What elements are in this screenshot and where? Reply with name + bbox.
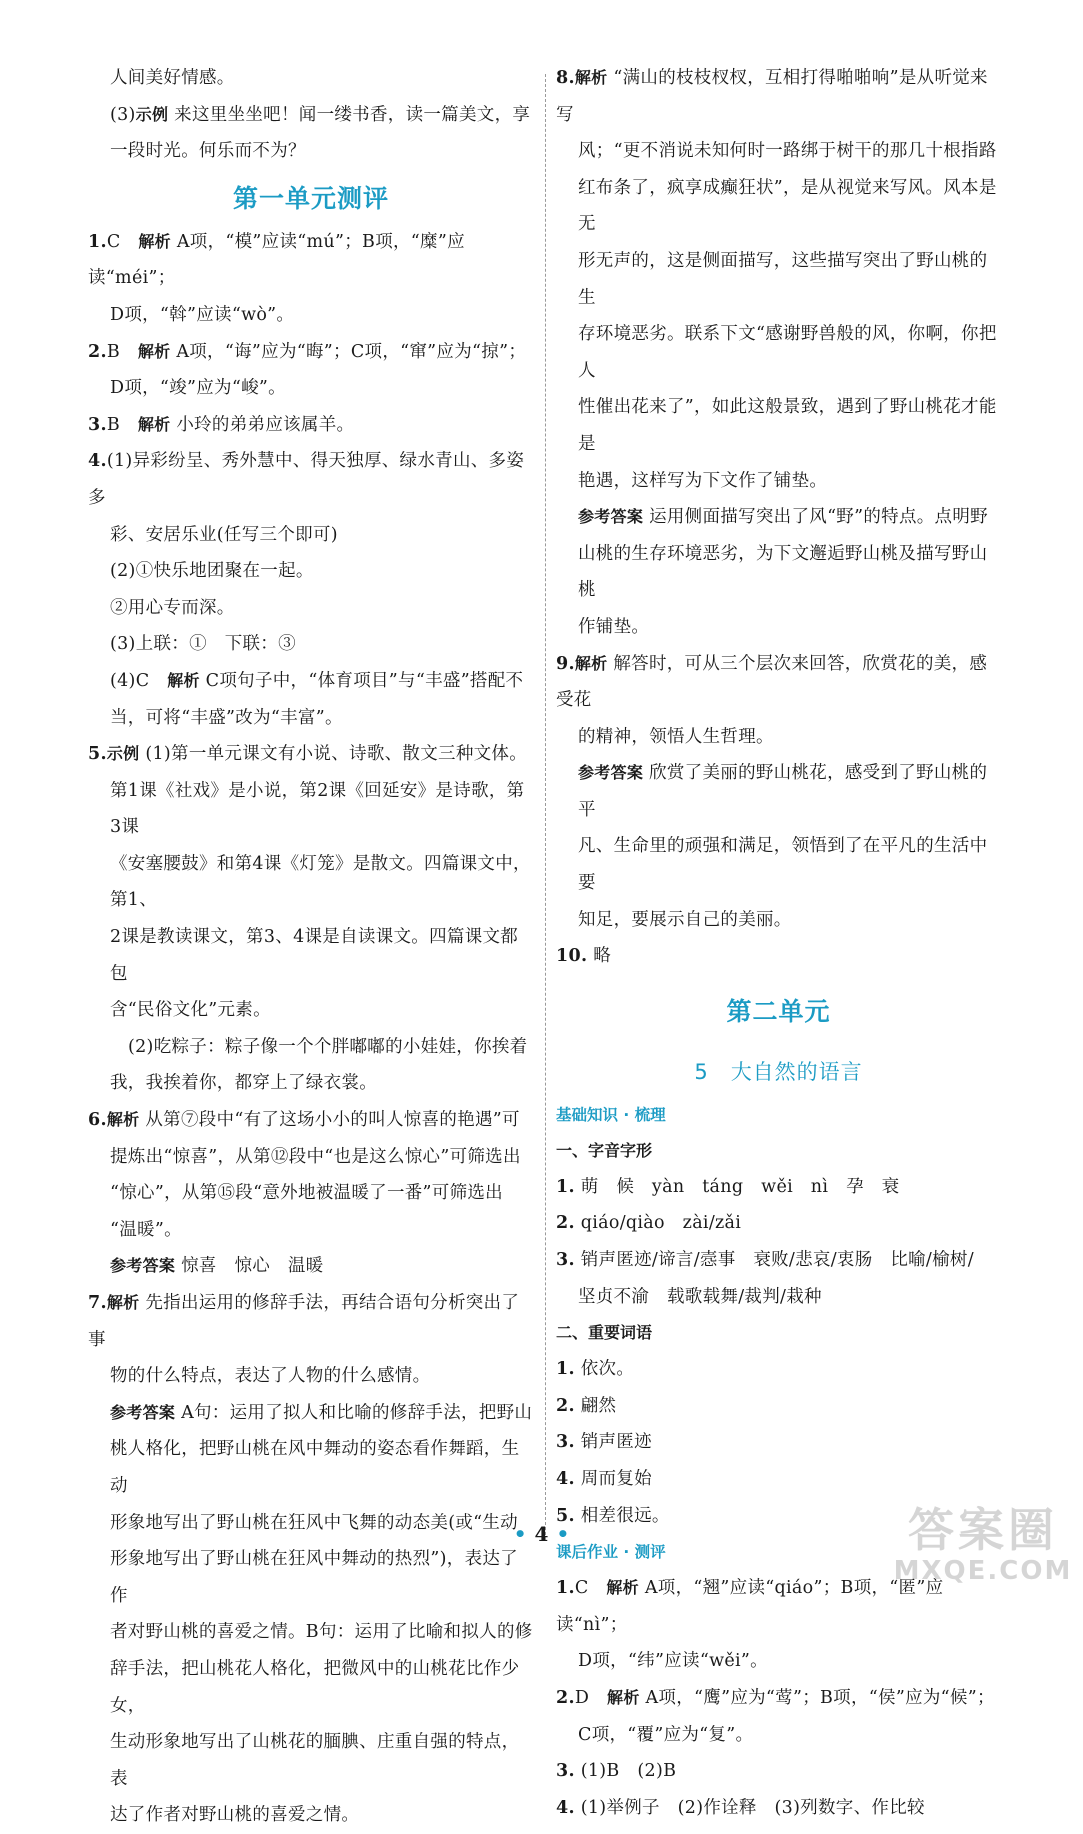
text-line: D项，“斡”应读“wò”。: [110, 304, 295, 325]
text-line: 彩、安居乐业(任写三个即可): [110, 524, 338, 545]
lesson-title-wrap: [556, 1045, 1001, 1097]
text-line: 我，我挨着你，都穿上了绿衣裳。: [110, 1073, 377, 1094]
q3-line: 3.B 解析 小玲的弟弟应该属羊。: [88, 414, 355, 435]
text-line: 第1课《社戏》是小说，第2课《回延安》是诗歌，第3课: [110, 780, 525, 838]
text-line: 作铺垫。: [578, 616, 650, 637]
lesson-number: 5: [694, 1059, 709, 1084]
text-line: C项，“覆”应为“复”。: [578, 1724, 754, 1745]
k3-line: 3. 销声匿迹/谛言/悫事 衰败/悲哀/衷肠 比喻/榆树/: [556, 1250, 974, 1271]
text-line: D项，“纬”应读“wěi”。: [578, 1651, 768, 1672]
text-line: 生动形象地写出了山桃花的腼腆、庄重自强的特点，表: [110, 1732, 520, 1789]
text-line: 2课是教读课文，第3、4课是自读课文。四篇课文都包: [110, 927, 519, 984]
unit2-title-wrap: [556, 975, 1001, 1045]
unit1-title: 第一单元测评: [232, 183, 389, 213]
subsection-heading: 一、字音字形: [556, 1140, 653, 1160]
text-line: D项，“竣”应为“峻”。: [110, 378, 286, 399]
w4-line: 4. 周而复始: [556, 1469, 652, 1489]
text-line: 风；“更不消说未知何时一路绑于树干的那几十根指路: [578, 141, 997, 162]
lesson-title: [694, 1056, 862, 1086]
text-line: 知足，要展示自己的美丽。: [578, 909, 792, 930]
basic-knowledge-label: 基础知识 · 梳理: [556, 1105, 666, 1124]
text-line: 形象地写出了野山桃在狂风中舞动的热烈”)，表达了作: [110, 1549, 518, 1606]
homework-label: 课后作业 · 测评: [556, 1543, 666, 1562]
subsection-heading: 二、重要词语: [556, 1323, 653, 1343]
w5-line: 5. 相差很远。: [556, 1505, 670, 1526]
text-line: 参考答案 A句：运用了拟人和比喻的修辞手法，把野山: [110, 1402, 533, 1423]
text-line: ②用心专而深。: [110, 597, 235, 618]
text-line: 艳遇，这样写为下文作了铺垫。: [578, 470, 828, 491]
q5-line: 5.示例 (1)第一单元课文有小说、诗歌、散文三种文体。: [88, 744, 528, 765]
text-line: 红布条了，疯享成癫狂状”，是从视觉来写风。风本是无: [578, 177, 997, 235]
lesson-name: 大自然的语言: [730, 1059, 863, 1084]
page-number: • 4 •: [513, 1522, 570, 1546]
text-line: “惊心”，从第⑮段“意外地被温暖了一番”可筛选出: [110, 1183, 503, 1204]
text-line: 形象地写出了野山桃在狂风中飞舞的动态美(或“生动: [110, 1512, 518, 1533]
h4-line: 4. (1)举例子 (2)作诠释 (3)列数字、作比较: [556, 1797, 925, 1818]
q9-line: 9.解析 解答时，可从三个层次来回答，欣赏花的美，感受花: [556, 653, 988, 711]
text-line: 一段时光。何乐而不为？: [110, 141, 306, 162]
text-line: 达了作者对野山桃的喜爱之情。: [110, 1805, 360, 1826]
w1-line: 1. 依次。: [556, 1359, 635, 1380]
text-line: 参考答案 运用侧面描写突出了风“野”的特点。点明野: [578, 507, 988, 528]
text-line: 辞手法，把山桃花人格化，把微风中的山桃花比作少女，: [110, 1658, 520, 1716]
text-line: 当，可将“丰盛”改为“丰富”。: [110, 707, 343, 728]
watermark-logo-text: 答案圈: [908, 1503, 1058, 1557]
k2-line: 2. qiáo/qiào zài/zǎi: [556, 1213, 742, 1234]
unit2-title: 第二单元: [726, 996, 831, 1026]
text-line: 桃人格化，把野山桃在风中舞动的姿态看作舞蹈，生动: [110, 1439, 520, 1496]
text-line: 凡、生命里的顽强和满足，领悟到了在平凡的生活中要: [578, 836, 988, 894]
text-line: (2)吃粽子：粽子像一个个胖嘟嘟的小娃娃，你挨着: [128, 1036, 528, 1057]
text-line: 物的什么特点，表达了人物的什么感情。: [110, 1366, 431, 1387]
text-line: 者对野山桃的喜爱之情。B句：运用了比喻和拟人的修: [110, 1622, 533, 1643]
q10-line: 10. 略: [556, 946, 612, 967]
watermark-logo: [893, 1504, 1073, 1594]
q8-line: 8.解析 “满山的枝枝杈杈，互相打得啪啪响”是从听觉来写: [556, 68, 988, 125]
q2-line: 2.B 解析 A项，“诲”应为“晦”；C项，“窜”应为“掠”；: [88, 341, 527, 362]
text-line: (4)C 解析 C项句子中，“体育项目”与“丰盛”搭配不: [110, 670, 524, 691]
h3-line: 3. (1)B (2)B: [556, 1761, 677, 1782]
text-line: “温暖”。: [110, 1219, 182, 1240]
h1-line: 1.C 解析 A项，“翘”应读“qiáo”；B项，“匿”应读“nì”；: [556, 1578, 944, 1635]
q1-line: 1.C 解析 A项，“模”应读“mú”；B项，“糜”应读“méi”；: [88, 231, 465, 289]
text-line: 人间美好情感。: [110, 68, 235, 88]
unit-title-wrap: [88, 170, 534, 224]
text-line: (3)上联：① 下联：③: [110, 634, 296, 655]
text-line: 形无声的，这是侧面描写，这些描写突出了野山桃的生: [578, 250, 988, 308]
text-line: 参考答案 欣赏了美丽的野山桃花，感受到了野山桃的平: [578, 763, 988, 820]
text-line: 坚贞不渝 载歌载舞/裁判/栽种: [578, 1286, 822, 1307]
text-line: (3)示例 来这里坐坐吧！闻一缕书香，读一篇美文，享: [110, 104, 531, 125]
k1-line: 1. 萌 候 yàn táng wěi nì 孕 衰: [556, 1176, 900, 1197]
q7-line: 7.解析 先指出运用的修辞手法，再结合语句分析突出了事: [88, 1293, 520, 1350]
text-line: 存环境恶劣。联系下文“感谢野兽般的风，你啊，你把人: [578, 324, 997, 381]
q4-line: 4.(1)异彩纷呈、秀外慧中、得天独厚、绿水青山、多姿多: [88, 451, 525, 508]
text-line: 的精神，领悟人生哲理。: [578, 726, 774, 747]
q6-line: 6.解析 从第⑦段中“有了这场小小的叫人惊喜的艳遇”可: [88, 1110, 520, 1131]
w2-line: 2. 翩然: [556, 1395, 617, 1416]
text-line: 性催出花来了”，如此这般景致，遇到了野山桃花才能是: [578, 397, 997, 454]
text-line: 提炼出“惊喜”，从第⑫段中“也是这么惊心”可筛选出: [110, 1146, 521, 1167]
text-line: 含“民俗文化”元素。: [110, 1000, 271, 1021]
text-line: 《安塞腰鼓》和第4课《灯笼》是散文。四篇课文中，第1、: [110, 853, 531, 911]
text-line: 参考答案 惊喜 惊心 温暖: [110, 1256, 324, 1277]
column-divider: [545, 74, 546, 1540]
left-column: [88, 60, 534, 1834]
text-line: (2)①快乐地团聚在一起。: [110, 561, 314, 582]
watermark-url: MXQE.COM: [893, 1556, 1073, 1586]
w3-line: 3. 销声匿迹: [556, 1432, 652, 1453]
text-line: 山桃的生存环境恶劣，为下文邂逅野山桃及描写野山桃: [578, 543, 988, 601]
h2-line: 2.D 解析 A项，“鹰”应为“莺”；B项，“侯”应为“候”；: [556, 1687, 995, 1708]
